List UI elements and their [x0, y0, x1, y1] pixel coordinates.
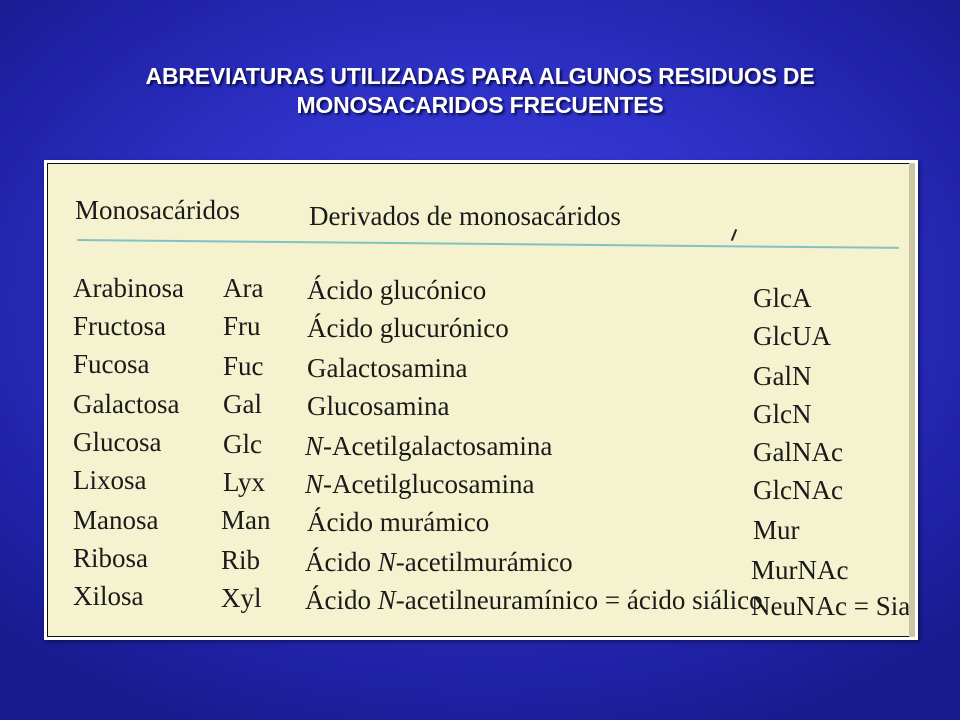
- derivative-name: Ácido glucónico: [307, 275, 487, 305]
- derivative-name-rest: -Acetilglucosamina: [323, 469, 535, 499]
- mono-name: Lixosa: [73, 465, 147, 495]
- derivative-abbr: GlcA: [753, 283, 812, 313]
- derivative-abbr: Mur: [753, 515, 800, 545]
- derivative-italic: N: [377, 547, 396, 577]
- mono-abbr: Ara: [223, 273, 264, 303]
- derivative-abbr: GlcUA: [753, 321, 831, 351]
- derivative-italic: N: [377, 585, 396, 615]
- derivative-name: Galactosamina: [307, 353, 468, 383]
- derivative-abbr: MurNAc: [751, 555, 849, 585]
- derivative-abbr: NeuNAc = Sia: [751, 591, 911, 621]
- header-monosaccharides: Monosacáridos: [75, 195, 240, 225]
- mono-name: Arabinosa: [73, 273, 184, 303]
- mono-name: Fructosa: [73, 311, 166, 341]
- derivative-abbr: GlcN: [753, 399, 812, 429]
- derivative-name: [305, 431, 552, 462]
- derivative-name-end: -acetilmurámico: [395, 547, 573, 577]
- derivative-name: [305, 585, 763, 616]
- mono-abbr: Fru: [223, 311, 261, 341]
- derivative-abbr: GlcNAc: [753, 475, 843, 505]
- derivative-name: [305, 469, 534, 500]
- mono-abbr: Xyl: [221, 583, 262, 613]
- mono-abbr: Man: [221, 505, 271, 535]
- mono-name: Xilosa: [73, 581, 144, 611]
- derivative-name-rest: -Acetilgalactosamina: [323, 431, 553, 461]
- derivative-prefix: N: [305, 431, 324, 461]
- derivative-name: Ácido glucurónico: [307, 313, 509, 343]
- derivative-name: [305, 547, 573, 578]
- mono-name: Manosa: [73, 505, 159, 535]
- derivative-name-start: Ácido: [305, 547, 378, 577]
- scan-mark: [731, 229, 737, 241]
- scanned-table-image: [44, 160, 918, 640]
- derivative-name-start: Ácido: [305, 585, 378, 615]
- slide-title: [60, 62, 900, 120]
- derivative-name: Ácido murámico: [307, 507, 490, 537]
- derivative-name: Glucosamina: [307, 391, 450, 421]
- slide-title-line-2: MONOSACARIDOS FRECUENTES: [296, 92, 664, 118]
- mono-name: Fucosa: [73, 349, 150, 379]
- derivative-abbr: GalNAc: [753, 437, 843, 467]
- header-derivatives: Derivados de monosacáridos: [309, 201, 621, 231]
- mono-abbr: Rib: [221, 545, 261, 575]
- derivative-abbr: GalN: [753, 361, 812, 391]
- mono-abbr: Fuc: [223, 351, 264, 381]
- header-divider: [77, 239, 899, 249]
- slide-title-line-1: ABREVIATURAS UTILIZADAS PARA ALGUNOS RESIDUOS DE: [145, 63, 815, 89]
- mono-name: Ribosa: [73, 543, 149, 573]
- mono-abbr: Gal: [223, 389, 262, 419]
- mono-name: Glucosa: [73, 427, 162, 457]
- mono-name: Galactosa: [73, 389, 180, 419]
- derivative-prefix: N: [305, 469, 324, 499]
- mono-abbr: Glc: [223, 429, 262, 459]
- mono-abbr: Lyx: [223, 467, 266, 497]
- derivative-name-end: -acetilneuramínico = ácido siálico: [395, 585, 763, 615]
